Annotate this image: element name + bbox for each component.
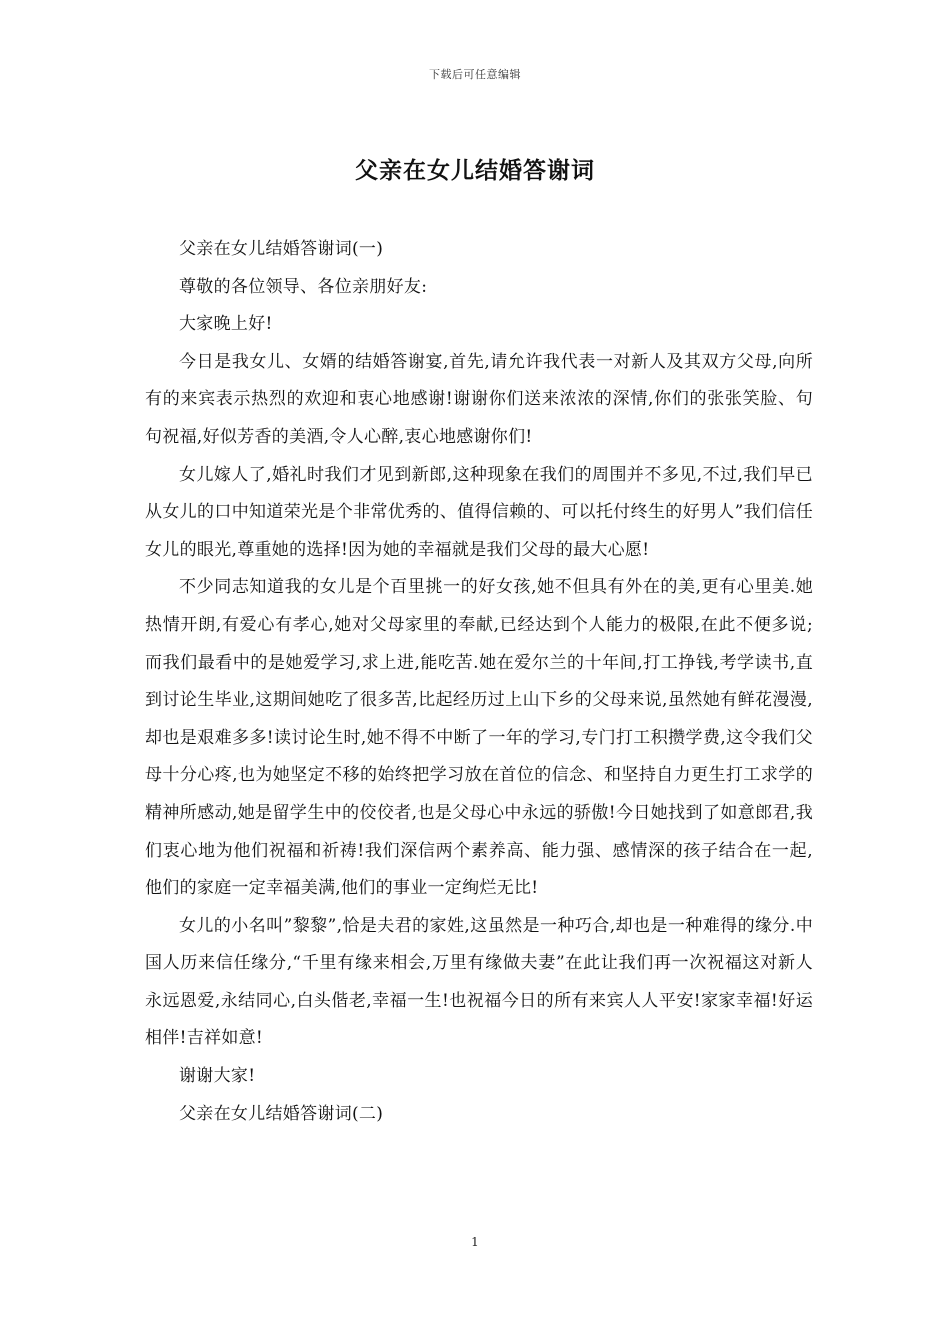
salutation: 尊敬的各位领导、各位亲朋好友: [179, 276, 428, 297]
header-note: 下载后可任意编辑 [429, 68, 521, 81]
section-heading: 父亲在女儿结婚答谢词(二) [179, 1103, 384, 1124]
document-title: 父亲在女儿结婚答谢词 [355, 157, 595, 184]
paragraph: 今日是我女儿、女婿的结婚答谢宴,首先,请允许我代表一对新人及其双方父母,向所有的来宾表示热烈的欢迎和衷心地感谢!谢谢你们送来浓浓的深情,你们的张张笑脸、句句祝福,好似芳香的美酒,令人心醉,衷心地感谢你们! [145, 351, 813, 447]
greeting: 大家晚上好! [179, 314, 273, 335]
page-number: 1 [471, 1235, 479, 1249]
closing: 谢谢大家! [179, 1066, 256, 1087]
document-body [145, 231, 813, 1133]
section-heading: 父亲在女儿结婚答谢词(一) [179, 239, 384, 259]
paragraph: 女儿嫁人了,婚礼时我们才见到新郎,这种现象在我们的周围并不多见,不过,我们早已从女儿的口中知道荣光是个非常优秀的、值得信赖的、可以托付终生的好男人”我们信任女儿的眼光,尊重她的选择!因为她的幸福就是我们父母的最大心愿! [145, 464, 813, 560]
paragraph: 不少同志知道我的女儿是个百里挑一的好女孩,她不但具有外在的美,更有心里美.她热情开朗,有爱心有孝心,她对父母家里的奉献,已经达到个人能力的极限,在此不便多说;而我们最看中的是她爱学习,求上进,能吃苦.她在爱尔兰的十年间,打工挣钱,考学读书,直到讨论生毕业,这期间她吃了很多苦,比起经历过上山下乡的父母来说,虽然她有鲜花漫漫,却也是艰难多多!读讨论生时,她不得不中断了一年的学习,专门打工积攒学费,这令我们父母十分心疼,也为她坚定不移的始终把学习放在首位的信念、和坚持自力更生打工求学的精神所感动,她是留学生中的佼佼者,也是父母心中永远的骄傲!今日她找到了如意郎君,我们衷心地为他们祝福和祈祷!我们深信两个素养高、能力强、感情深的孩子结合在一起,他们的家庭一定幸福美满,他们的事业一定绚烂无比! [145, 577, 813, 899]
paragraph: 女儿的小名叫”黎黎”,恰是夫君的家姓,这虽然是一种巧合,却也是一种难得的缘分.中国人历来信任缘分,“千里有缘来相会,万里有缘做夫妻”在此让我们再一次祝福这对新人永远恩爱,永结同心,白头偕老,幸福一生!也祝福今日的所有来宾人人平安!家家幸福!好运相伴!吉祥如意! [145, 915, 813, 1049]
